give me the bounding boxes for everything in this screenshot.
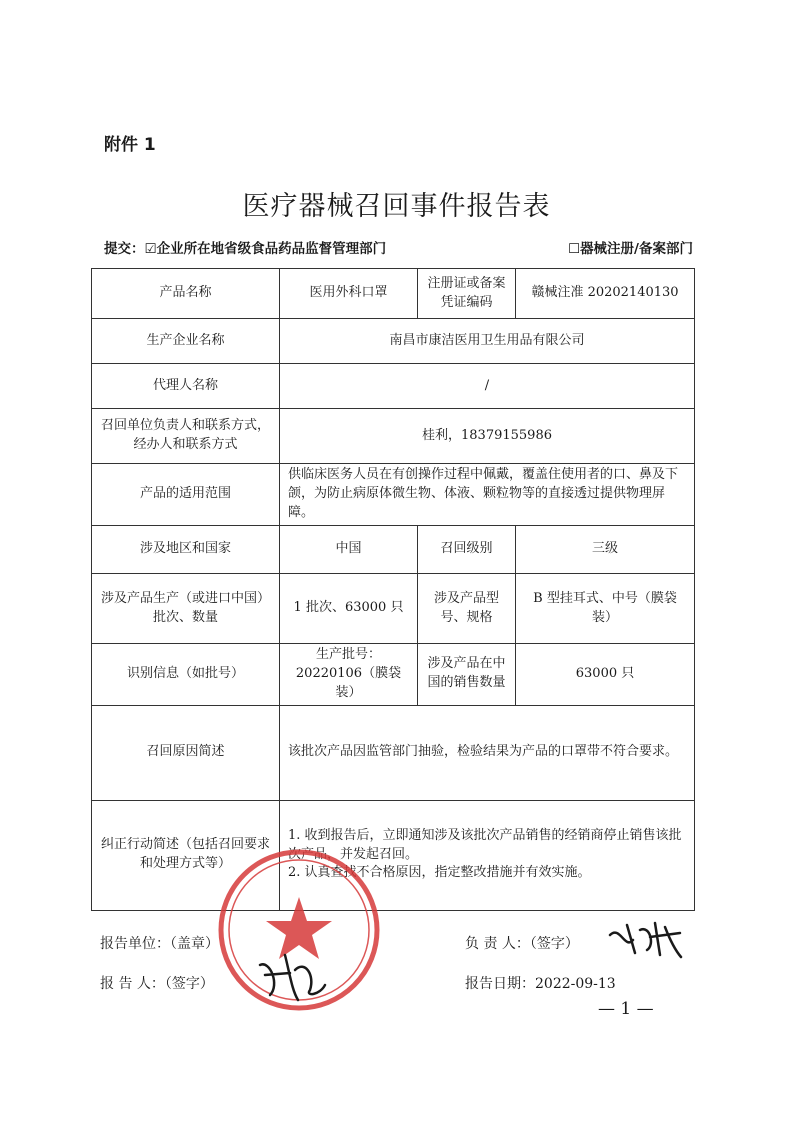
label-scope: 产品的适用范围 [92,464,280,526]
checked-box-icon[interactable]: ☑ [144,241,157,257]
value-reason: 该批次产品因监管部门抽验，检验结果为产品的口罩带不符合要求。 [280,705,695,800]
submit-option-provincial: 企业所在地省级食品药品监督管理部门 [156,241,387,257]
page-number: — 1 — [598,999,654,1019]
action-item-2: 2. 认真查找不合格原因，指定整改措施并有效实施。 [288,865,591,881]
label-contact: 召回单位负责人和联系方式，经办人和联系方式 [92,409,280,464]
reporter-signature-icon [250,945,330,1005]
label-batch: 涉及产品生产（或进口中国）批次、数量 [92,574,280,644]
label-level: 召回级别 [418,526,516,574]
reporter-label: 报 告 人：（签字） [100,976,214,992]
report-unit-label: 报告单位：（盖章） [100,936,219,952]
value-sales: 63000 只 [516,644,695,706]
value-agent: / [280,364,695,409]
report-date [465,973,616,993]
value-batch: 1 批次、63000 只 [280,574,418,644]
label-reg-no: 注册证或备案凭证编码 [418,269,516,319]
value-scope: 供临床医务人员在有创操作过程中佩戴，覆盖住使用者的口、鼻及下颌，为防止病原体微生物、体液、颗粒物等的直接透过提供物理屏障。 [280,464,695,526]
label-reason: 召回原因简述 [92,705,280,800]
value-level: 三级 [516,526,695,574]
value-manufacturer: 南昌市康洁医用卫生用品有限公司 [280,319,695,364]
unchecked-box-icon[interactable]: ☐ [567,241,581,257]
submit-line-right [568,237,693,257]
label-ident: 识别信息（如批号） [92,644,280,706]
label-action: 纠正行动简述（包括召回要求和处理方式等） [92,800,280,910]
label-manufacturer: 生产企业名称 [92,319,280,364]
page-title: 医疗器械召回事件报告表 [242,191,551,222]
label-region: 涉及地区和国家 [92,526,280,574]
label-sales: 涉及产品在中国的销售数量 [418,644,516,706]
value-ident: 生产批号：20220106（膜袋装） [280,644,418,706]
value-reg-no: 赣械注准 20202140130 [516,269,695,319]
submit-option-registration: 器械注册/备案部门 [580,241,693,257]
report-date-value: 2022-09-13 [535,976,616,992]
responsible-label: 负 责 人：（签字） [465,936,579,952]
recall-report-table [91,268,695,911]
label-product-name: 产品名称 [92,269,280,319]
submit-prefix: 提交： [104,241,145,257]
value-contact: 桂利，18379155986 [280,409,695,464]
responsible-signature-icon [605,915,685,960]
value-model: B 型挂耳式、中号（膜袋装） [516,574,695,644]
value-region: 中国 [280,526,418,574]
action-item-1: 1. 收到报告后，立即通知涉及该批次产品销售的经销商停止销售该批次产品，并发起召回。 [288,827,682,862]
report-date-label: 报告日期： [465,976,535,992]
submit-line [104,237,386,257]
label-agent: 代理人名称 [92,364,280,409]
value-product-name: 医用外科口罩 [280,269,418,319]
attachment-label: 附件 1 [104,135,156,155]
label-model: 涉及产品型号、规格 [418,574,516,644]
